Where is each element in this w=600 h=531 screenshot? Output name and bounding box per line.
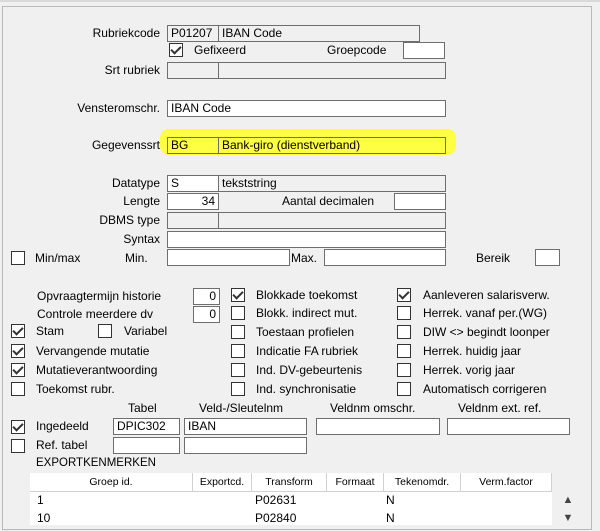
blokk-indirect-label: Blokk. indirect mut. [256, 306, 358, 320]
table-row[interactable] [30, 510, 552, 527]
min-label: Min. [125, 251, 148, 265]
srt-rubriek-code-field[interactable] [167, 62, 219, 79]
row-groep: 10 [37, 511, 51, 525]
rubriekcode-label: Rubriekcode [92, 26, 160, 40]
auto-corrigeren-label: Automatisch corrigeren [423, 382, 547, 396]
srt-rubriek-label: Srt rubriek [104, 63, 160, 77]
minmax-checkbox[interactable] [11, 251, 25, 265]
groepcode-field[interactable] [403, 42, 445, 59]
herrek-huidig-label: Herrek. huidig jaar [423, 344, 522, 358]
blokkade-toekomst-checkbox[interactable] [231, 288, 245, 302]
grid-scrollbar[interactable] [558, 490, 578, 526]
aanleveren-checkbox[interactable] [397, 288, 411, 302]
aantal-decimalen-field[interactable] [394, 193, 446, 210]
aantal-decimalen-label: Aantal decimalen [282, 194, 375, 208]
opvraagtermijn-label: Opvraagtermijn historie [37, 289, 162, 303]
gegevenssrt-label: Gegevenssrt [91, 138, 160, 152]
grid-header-formaat[interactable]: Formaat [327, 473, 384, 492]
vervangende-mutatie-checkbox[interactable] [11, 344, 25, 358]
row-transform: P02631 [255, 493, 297, 507]
groepcode-label: Groepcode [327, 43, 387, 57]
table-row[interactable] [30, 492, 552, 509]
ref-tabel-checkbox[interactable] [11, 439, 25, 453]
vervangende-mutatie-label: Vervangende mutatie [36, 344, 150, 358]
exportkenmerken-grid [30, 473, 552, 525]
variabel-checkbox[interactable] [98, 324, 112, 338]
row-tekenomdr: N [386, 493, 395, 507]
aanleveren-label: Aanleveren salarisverw. [423, 288, 550, 302]
ref-tabel-label: Ref. tabel [36, 438, 88, 452]
indicatie-fa-label: Indicatie FA rubriek [256, 344, 359, 358]
srt-rubriek-field[interactable] [218, 62, 446, 79]
stam-label: Stam [36, 324, 65, 338]
herrek-vanaf-checkbox[interactable] [397, 306, 411, 320]
mutatieverantwoording-checkbox[interactable] [11, 363, 25, 377]
veldnm-omschr-column-header: Veldnm omschr. [330, 401, 416, 415]
minmax-label: Min/max [35, 251, 81, 265]
grid-header-groep[interactable]: Groep id. [30, 473, 193, 492]
gegevenssrt-name-field[interactable]: Bank-giro (dienstverband) [218, 137, 446, 154]
gefixeerd-checkbox[interactable] [169, 43, 183, 57]
row-groep: 1 [37, 493, 44, 507]
syntax-label: Syntax [123, 232, 160, 246]
max-field[interactable] [324, 249, 446, 266]
scroll-up-icon[interactable]: ▲ [562, 494, 574, 506]
min-field[interactable] [167, 249, 290, 266]
ingedeeld-label: Ingedeeld [36, 419, 89, 433]
bereik-label: Bereik [476, 251, 511, 265]
toestaan-profielen-checkbox[interactable] [231, 325, 245, 339]
dbms-type-code-field[interactable] [167, 212, 219, 229]
toekomst-rubr-label: Toekomst rubr. [36, 382, 115, 396]
gegevenssrt-code-field[interactable]: BG [167, 137, 219, 154]
vensteromschr-label: Vensteromschr. [77, 101, 160, 115]
tabel-column-header: Tabel [128, 401, 157, 415]
datatype-label: Datatype [111, 176, 160, 190]
ref-tabel-veld-field[interactable] [184, 437, 307, 454]
blokkade-toekomst-label: Blokkade toekomst [256, 288, 358, 302]
dbms-type-field[interactable] [218, 212, 446, 229]
ingedeeld-veld-field[interactable]: IBAN [184, 418, 307, 435]
max-label: Max. [291, 251, 318, 265]
ind-dv-checkbox[interactable] [231, 363, 245, 377]
vensteromschr-field[interactable]: IBAN Code [167, 100, 446, 117]
ingedeeld-checkbox[interactable] [11, 420, 25, 434]
ingedeeld-tabel-field[interactable]: DPIC302 [113, 418, 180, 435]
diw-label: DIW <> begindt loonper [423, 325, 550, 339]
grid-header-exportcd[interactable]: Exportcd. [193, 473, 252, 492]
mutatieverantwoording-label: Mutatieverantwoording [36, 363, 158, 377]
ingedeeld-veldnm-omschr-field[interactable] [316, 418, 440, 435]
rubriekcode-name-field[interactable]: IBAN Code [218, 25, 420, 42]
dbms-type-label: DBMS type [99, 213, 160, 227]
window-top-border [0, 0, 600, 2]
ind-dv-label: Ind. DV-gebeurtenis [256, 363, 363, 377]
herrek-vorig-checkbox[interactable] [397, 363, 411, 377]
datatype-name-field[interactable]: tekststring [218, 175, 446, 192]
syntax-field[interactable] [167, 231, 446, 248]
gefixeerd-label: Gefixeerd [194, 43, 247, 57]
ingedeeld-veldnm-ext-field[interactable] [447, 418, 570, 435]
herrek-vorig-label: Herrek. vorig jaar [423, 363, 516, 377]
bereik-field[interactable] [535, 249, 560, 266]
row-transform: P02840 [255, 511, 297, 525]
ref-tabel-field[interactable] [113, 437, 180, 454]
grid-header-tekenomdr[interactable]: Tekenomdr. [384, 473, 461, 492]
row-tekenomdr: N [386, 511, 395, 525]
toekomst-rubr-checkbox[interactable] [11, 382, 25, 396]
datatype-code-field[interactable]: S [167, 175, 219, 192]
herrek-vanaf-label: Herrek. vanaf per.(WG) [423, 306, 548, 320]
grid-header-transform[interactable]: Transform [252, 473, 327, 492]
exportkenmerken-title: EXPORTKENMERKEN [36, 457, 156, 469]
opvraagtermijn-field[interactable]: 0 [193, 288, 220, 305]
ind-sync-label: Ind. synchronisatie [256, 382, 357, 396]
controle-meerdere-label: Controle meerdere dv [37, 307, 154, 321]
scroll-down-icon[interactable]: ▼ [562, 512, 574, 524]
ind-sync-checkbox[interactable] [231, 382, 245, 396]
stam-checkbox[interactable] [11, 324, 25, 338]
lengte-field[interactable]: 34 [167, 193, 219, 210]
toestaan-profielen-label: Toestaan profielen [256, 325, 355, 339]
auto-corrigeren-checkbox[interactable] [397, 382, 411, 396]
herrek-huidig-checkbox[interactable] [397, 344, 411, 358]
grid-header-verm-factor[interactable]: Verm.factor [461, 473, 552, 492]
controle-meerdere-field[interactable]: 0 [193, 306, 220, 323]
diw-checkbox[interactable] [397, 325, 411, 339]
blokk-indirect-checkbox[interactable] [231, 306, 245, 320]
veldnm-ext-column-header: Veldnm ext. ref. [458, 401, 542, 415]
lengte-label: Lengte [123, 194, 160, 208]
veld-column-header: Veld-/Sleutelnm [199, 401, 284, 415]
indicatie-fa-checkbox[interactable] [231, 344, 245, 358]
rubriekcode-field[interactable]: P01207 [167, 25, 219, 42]
variabel-label: Variabel [124, 324, 168, 338]
